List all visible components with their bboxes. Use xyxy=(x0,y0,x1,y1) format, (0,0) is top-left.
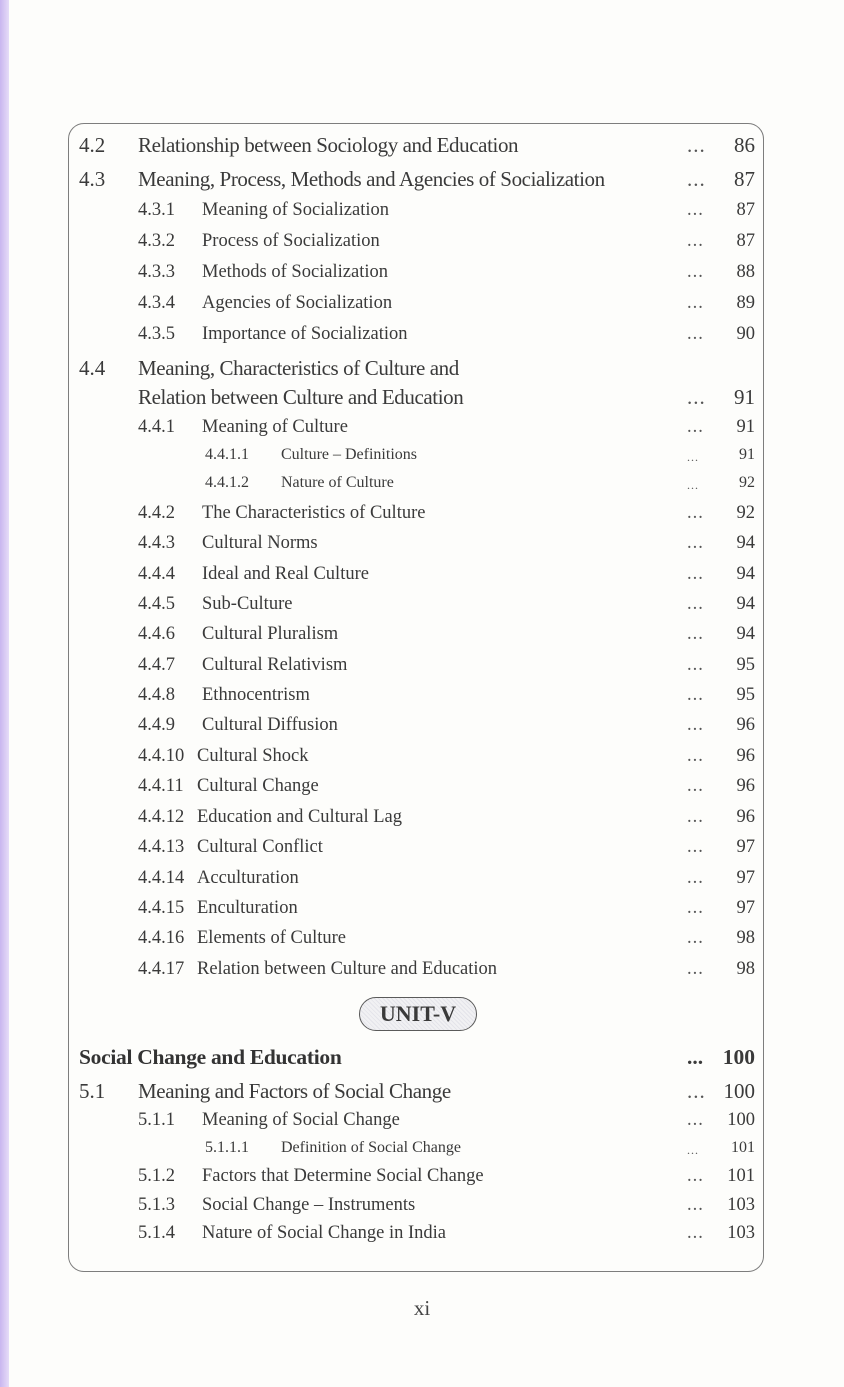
toc-entry xyxy=(69,474,765,502)
entry-leader-dots: ... xyxy=(687,1223,704,1243)
entry-number: 4.4.13 xyxy=(138,837,185,857)
entry-title: Nature of Culture xyxy=(281,474,394,491)
toc-entry xyxy=(69,776,765,804)
entry-page-number: 98 xyxy=(736,959,755,979)
toc-entry xyxy=(69,1139,765,1167)
toc-box xyxy=(68,123,764,1272)
unit-heading-dots: ... xyxy=(687,1045,704,1069)
entry-leader-dots: ... xyxy=(687,1166,704,1186)
entry-number: 4.4.10 xyxy=(138,746,185,766)
entry-page-number: 100 xyxy=(727,1110,755,1130)
entry-leader-dots: ... xyxy=(687,594,704,614)
toc-entry xyxy=(69,746,765,774)
entry-title: Cultural Relativism xyxy=(202,655,348,675)
entry-number: 4.3.2 xyxy=(138,231,175,251)
entry-page-number: 95 xyxy=(736,685,755,705)
toc-entry xyxy=(69,1195,765,1223)
toc-entry xyxy=(69,594,765,622)
entry-page-number: 87 xyxy=(734,167,755,191)
entry-title: Meaning, Characteristics of Culture and xyxy=(138,356,459,380)
entry-leader-dots: ... xyxy=(687,293,704,313)
entry-number: 4.4.16 xyxy=(138,928,185,948)
entry-title: Relationship between Sociology and Education xyxy=(138,133,519,157)
toc-entry xyxy=(69,959,765,987)
entry-number: 4.4.17 xyxy=(138,959,185,979)
entry-page-number: 94 xyxy=(736,533,755,553)
entry-number: 4.4.11 xyxy=(138,776,184,796)
entry-leader-dots: ... xyxy=(687,837,704,857)
toc-entry xyxy=(69,200,765,228)
toc-entry xyxy=(69,446,765,474)
entry-title: Cultural Norms xyxy=(202,533,318,553)
entry-title: Cultural Change xyxy=(197,776,319,796)
page-number: xi xyxy=(413,1296,431,1320)
toc-entry xyxy=(69,167,765,195)
entry-number: 4.4.12 xyxy=(138,807,185,827)
entry-leader-dots: ... xyxy=(687,655,704,675)
entry-title: Definition of Social Change xyxy=(281,1139,461,1156)
unit-heading-page: 100 xyxy=(722,1045,755,1069)
entry-leader-dots: ... xyxy=(687,1110,704,1130)
entry-page-number: 103 xyxy=(727,1223,755,1243)
entry-title: Nature of Social Change in India xyxy=(202,1223,447,1243)
entry-leader-dots: ... xyxy=(687,231,704,251)
entry-page-number: 86 xyxy=(734,133,755,157)
entry-number: 5.1.1.1 xyxy=(205,1139,249,1156)
entry-number: 5.1.2 xyxy=(138,1166,175,1186)
entry-number: 4.3.4 xyxy=(138,293,175,313)
entry-page-number: 95 xyxy=(736,655,755,675)
entry-page-number: 94 xyxy=(736,624,755,644)
entry-title: Meaning, Process, Methods and Agencies of Socialization xyxy=(138,167,605,191)
entry-page-number: 98 xyxy=(736,928,755,948)
toc-entry xyxy=(69,533,765,561)
entry-leader-dots: ... xyxy=(687,1143,699,1157)
toc-entry xyxy=(69,1079,765,1107)
toc-entry xyxy=(69,928,765,956)
toc-entry xyxy=(69,837,765,865)
entry-number: 4.4 xyxy=(79,356,106,380)
entry-page-number: 94 xyxy=(736,594,755,614)
entry-number: 4.4.9 xyxy=(138,715,175,735)
toc-entry xyxy=(69,868,765,896)
entry-leader-dots: ... xyxy=(687,324,704,344)
entry-leader-dots: ... xyxy=(687,868,704,888)
entry-leader-dots: ... xyxy=(687,959,704,979)
toc-entry xyxy=(69,1166,765,1194)
entry-title: Elements of Culture xyxy=(197,928,346,948)
toc-entry xyxy=(69,417,765,445)
entry-number: 4.3.3 xyxy=(138,262,175,282)
entry-number: 4.4.6 xyxy=(138,624,175,644)
entry-leader-dots: ... xyxy=(687,776,704,796)
entry-title: Cultural Conflict xyxy=(197,837,323,857)
entry-leader-dots: ... xyxy=(687,385,706,409)
toc-entry xyxy=(69,624,765,652)
entry-number: 4.4.1 xyxy=(138,417,175,437)
entry-title: Cultural Shock xyxy=(197,746,309,766)
entry-leader-dots: ... xyxy=(687,262,704,282)
unit-heading-title: Social Change and Education xyxy=(79,1045,342,1069)
entry-page-number: 91 xyxy=(739,446,755,463)
entry-number: 4.4.4 xyxy=(138,564,175,584)
entry-leader-dots: ... xyxy=(687,898,704,918)
toc-entry xyxy=(69,231,765,259)
entry-page-number: 97 xyxy=(736,898,755,918)
entry-title: Cultural Pluralism xyxy=(202,624,339,644)
entry-leader-dots: ... xyxy=(687,624,704,644)
entry-page-number: 88 xyxy=(736,262,755,282)
entry-number: 4.4.3 xyxy=(138,533,175,553)
entry-title: Cultural Diffusion xyxy=(202,715,338,735)
entry-page-number: 100 xyxy=(723,1079,755,1103)
toc-entry xyxy=(69,685,765,713)
entry-page-number: 90 xyxy=(736,324,755,344)
entry-leader-dots: ... xyxy=(687,807,704,827)
entry-leader-dots: ... xyxy=(687,685,704,705)
entry-number: 4.3.5 xyxy=(138,324,175,344)
entry-number: 4.4.2 xyxy=(138,503,175,523)
entry-title: The Characteristics of Culture xyxy=(202,503,426,523)
entry-leader-dots: ... xyxy=(687,533,704,553)
entry-number: 4.2 xyxy=(79,133,106,157)
entry-number: 5.1.4 xyxy=(138,1223,175,1243)
entry-number: 4.4.1.1 xyxy=(205,446,249,463)
entry-page-number: 92 xyxy=(736,503,755,523)
entry-page-number: 91 xyxy=(736,417,755,437)
page-edge-strip xyxy=(0,0,9,1387)
entry-leader-dots: ... xyxy=(687,478,699,492)
entry-number: 4.4.1.2 xyxy=(205,474,249,491)
entry-title: Ethnocentrism xyxy=(202,685,310,705)
entry-page-number: 87 xyxy=(736,200,755,220)
toc-entry xyxy=(69,655,765,683)
entry-number: 4.3.1 xyxy=(138,200,175,220)
entry-number: 4.4.7 xyxy=(138,655,175,675)
entry-title: Meaning of Culture xyxy=(202,417,348,437)
entry-leader-dots: ... xyxy=(687,133,706,157)
entry-title: Process of Socialization xyxy=(202,231,380,251)
entry-leader-dots: ... xyxy=(687,450,699,464)
entry-leader-dots: ... xyxy=(687,200,704,220)
entry-title: Relation between Culture and Education xyxy=(138,385,464,409)
entry-page-number: 96 xyxy=(736,715,755,735)
entry-page-number: 97 xyxy=(736,837,755,857)
entry-title: Importance of Socialization xyxy=(202,324,408,344)
entry-leader-dots: ... xyxy=(687,715,704,735)
entry-page-number: 101 xyxy=(727,1166,755,1186)
entry-number: 4.4.8 xyxy=(138,685,175,705)
toc-entry xyxy=(69,564,765,592)
entry-page-number: 97 xyxy=(736,868,755,888)
entry-title: Meaning and Factors of Social Change xyxy=(138,1079,451,1103)
toc-entry xyxy=(69,1223,765,1251)
toc-entry xyxy=(69,807,765,835)
entry-number: 4.4.5 xyxy=(138,594,175,614)
entry-page-number: 91 xyxy=(734,385,755,409)
entry-title: Factors that Determine Social Change xyxy=(202,1166,484,1186)
entry-title: Meaning of Social Change xyxy=(202,1110,400,1130)
entry-title: Education and Cultural Lag xyxy=(197,807,402,827)
entry-page-number: 87 xyxy=(736,231,755,251)
entry-number: 5.1.3 xyxy=(138,1195,175,1215)
toc-entry xyxy=(69,356,765,384)
entry-page-number: 94 xyxy=(736,564,755,584)
entry-title: Methods of Socialization xyxy=(202,262,388,282)
entry-title: Relation between Culture and Education xyxy=(197,959,498,979)
toc-entry xyxy=(69,133,765,161)
toc-entry xyxy=(69,324,765,352)
entry-title: Acculturation xyxy=(197,868,299,888)
toc-entry xyxy=(69,385,765,413)
entry-title: Enculturation xyxy=(197,898,298,918)
unit-badge: UNIT-V xyxy=(359,997,477,1031)
toc-entry xyxy=(69,898,765,926)
entry-page-number: 101 xyxy=(731,1139,755,1156)
toc-entry xyxy=(69,503,765,531)
entry-title: Meaning of Socialization xyxy=(202,200,390,220)
entry-page-number: 103 xyxy=(727,1195,755,1215)
entry-page-number: 96 xyxy=(736,807,755,827)
entry-number: 5.1 xyxy=(79,1079,106,1103)
entry-page-number: 96 xyxy=(736,776,755,796)
entry-number: 5.1.1 xyxy=(138,1110,175,1130)
entry-leader-dots: ... xyxy=(687,167,706,191)
entry-number: 4.4.14 xyxy=(138,868,185,888)
entry-leader-dots: ... xyxy=(687,564,704,584)
entry-title: Agencies of Socialization xyxy=(202,293,393,313)
entry-page-number: 96 xyxy=(736,746,755,766)
toc-entry xyxy=(69,1110,765,1138)
entry-title: Sub-Culture xyxy=(202,594,293,614)
toc-entry xyxy=(69,715,765,743)
entry-page-number: 92 xyxy=(739,474,755,491)
entry-number: 4.3 xyxy=(79,167,106,191)
entry-leader-dots: ... xyxy=(687,746,704,766)
toc-entry xyxy=(69,262,765,290)
entry-page-number: 89 xyxy=(736,293,755,313)
entry-leader-dots: ... xyxy=(687,1079,706,1103)
entry-title: Ideal and Real Culture xyxy=(202,564,369,584)
entry-leader-dots: ... xyxy=(687,1195,704,1215)
entry-number: 4.4.15 xyxy=(138,898,185,918)
entry-leader-dots: ... xyxy=(687,928,704,948)
entry-leader-dots: ... xyxy=(687,503,704,523)
entry-title: Culture – Definitions xyxy=(281,446,417,463)
entry-title: Social Change – Instruments xyxy=(202,1195,416,1215)
toc-entry xyxy=(69,293,765,321)
entry-leader-dots: ... xyxy=(687,417,704,437)
